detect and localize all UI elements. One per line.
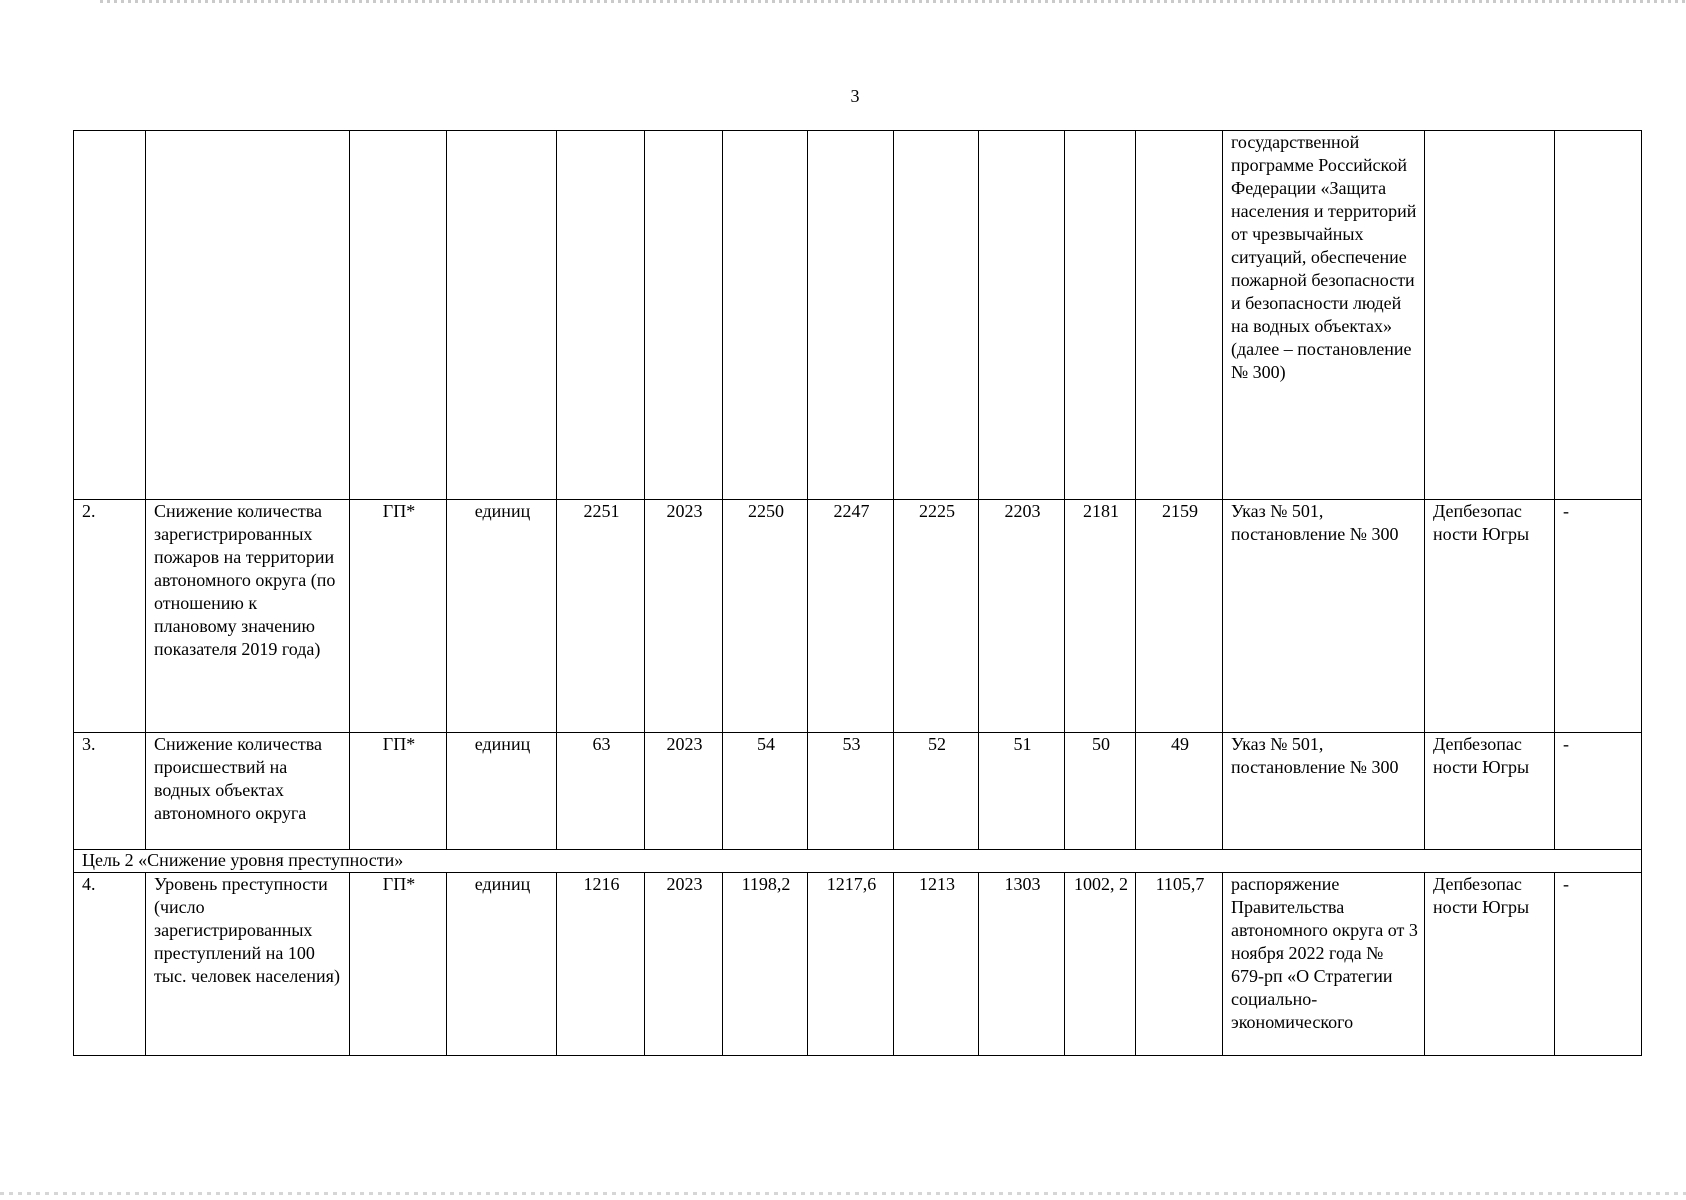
cell-num: 4. bbox=[74, 873, 146, 1056]
cell-unit bbox=[447, 131, 557, 500]
table-row-continuation bbox=[74, 131, 1642, 500]
cell-base-value bbox=[557, 131, 645, 500]
cell-v2: 2247 bbox=[808, 500, 894, 733]
cell-base-year bbox=[645, 131, 723, 500]
cell-unit: единиц bbox=[447, 733, 557, 850]
cell-v4: 2203 bbox=[979, 500, 1065, 733]
cell-v3: 1213 bbox=[894, 873, 979, 1056]
cell-v2 bbox=[808, 131, 894, 500]
goal-heading: Цель 2 «Снижение уровня преступности» bbox=[74, 850, 1642, 873]
cell-v6: 1105,7 bbox=[1136, 873, 1223, 1056]
cell-v1 bbox=[723, 131, 808, 500]
cell-v3: 2225 bbox=[894, 500, 979, 733]
cell-name: Снижение количества происшествий на водных объектах автономного округа bbox=[146, 733, 350, 850]
cell-v6: 2159 bbox=[1136, 500, 1223, 733]
goal-row bbox=[74, 850, 1642, 873]
cell-v6 bbox=[1136, 131, 1223, 500]
cell-base-year: 2023 bbox=[645, 500, 723, 733]
cell-responsible: Депбезопас ности Югры bbox=[1425, 733, 1555, 850]
cell-basis: Указ № 501, постановление № 300 bbox=[1223, 733, 1425, 850]
cell-num: 2. bbox=[74, 500, 146, 733]
cell-v5 bbox=[1065, 131, 1136, 500]
cell-base-year: 2023 bbox=[645, 873, 723, 1056]
cell-responsible: Депбезопас ности Югры bbox=[1425, 500, 1555, 733]
cell-link: - bbox=[1555, 733, 1642, 850]
cell-link: - bbox=[1555, 500, 1642, 733]
cell-base-value: 63 bbox=[557, 733, 645, 850]
indicators-table bbox=[73, 130, 1642, 1056]
cell-v5: 2181 bbox=[1065, 500, 1136, 733]
cell-unit: единиц bbox=[447, 873, 557, 1056]
cell-v4 bbox=[979, 131, 1065, 500]
cell-v6: 49 bbox=[1136, 733, 1223, 850]
cell-v1: 2250 bbox=[723, 500, 808, 733]
table-row bbox=[74, 500, 1642, 733]
scan-edge-bottom bbox=[0, 1192, 1686, 1195]
cell-name: Уровень преступности (число зарегистрированных преступлений на 100 тыс. человек населения) bbox=[146, 873, 350, 1056]
cell-level: ГП* bbox=[350, 733, 447, 850]
cell-v2: 1217,6 bbox=[808, 873, 894, 1056]
cell-responsible: Депбезопас ности Югры bbox=[1425, 873, 1555, 1056]
cell-v1: 1198,2 bbox=[723, 873, 808, 1056]
cell-link bbox=[1555, 131, 1642, 500]
cell-num: 3. bbox=[74, 733, 146, 850]
cell-basis: распоряжение Правительства автономного округа от 3 ноября 2022 года № 679-рп «О Стратегии социально-экономического bbox=[1223, 873, 1425, 1056]
cell-v3: 52 bbox=[894, 733, 979, 850]
cell-responsible bbox=[1425, 131, 1555, 500]
cell-link: - bbox=[1555, 873, 1642, 1056]
cell-basis: государственной программе Российской Федерации «Защита населения и территорий от чрезвычайных ситуаций, обеспечение пожарной безопасности и безопасности людей на водных объектах» (далее – постановление № 300) bbox=[1223, 131, 1425, 500]
cell-v4: 1303 bbox=[979, 873, 1065, 1056]
cell-name: Снижение количества зарегистрированных пожаров на территории автономного округа (по отношению к плановому значению показателя 2019 года) bbox=[146, 500, 350, 733]
cell-name bbox=[146, 131, 350, 500]
scan-edge-top bbox=[100, 0, 1686, 3]
cell-base-value: 1216 bbox=[557, 873, 645, 1056]
table-row bbox=[74, 733, 1642, 850]
page-number: 3 bbox=[850, 86, 860, 106]
cell-num bbox=[74, 131, 146, 500]
cell-level: ГП* bbox=[350, 873, 447, 1056]
cell-basis: Указ № 501, постановление № 300 bbox=[1223, 500, 1425, 733]
cell-v2: 53 bbox=[808, 733, 894, 850]
cell-unit: единиц bbox=[447, 500, 557, 733]
cell-v5: 50 bbox=[1065, 733, 1136, 850]
cell-level bbox=[350, 131, 447, 500]
cell-base-year: 2023 bbox=[645, 733, 723, 850]
table-row bbox=[74, 873, 1642, 1056]
cell-v5: 1002, 2 bbox=[1065, 873, 1136, 1056]
cell-level: ГП* bbox=[350, 500, 447, 733]
cell-base-value: 2251 bbox=[557, 500, 645, 733]
cell-v1: 54 bbox=[723, 733, 808, 850]
cell-v3 bbox=[894, 131, 979, 500]
cell-v4: 51 bbox=[979, 733, 1065, 850]
